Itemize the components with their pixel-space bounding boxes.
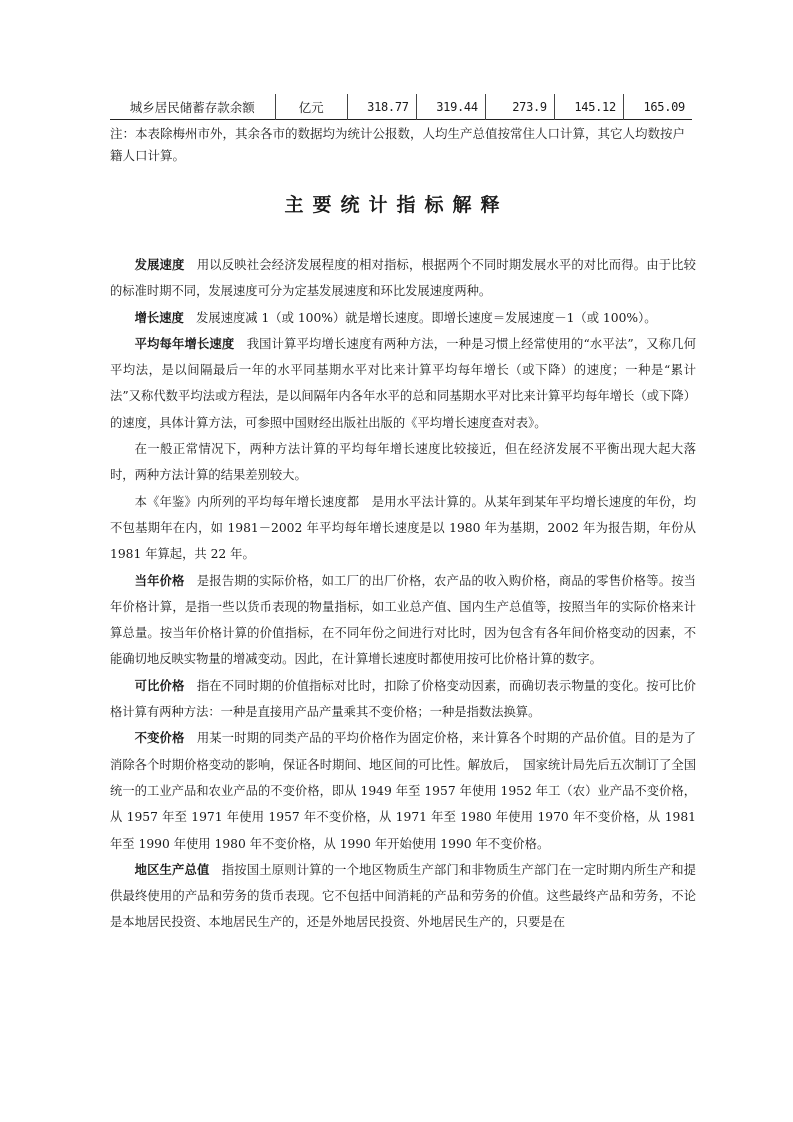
- definition-text: 指按国土原则计算的一个地区物质生产部门和非物质生产部门在一定时期内所生产和提供最终使用的产品和劳务的货币表现。它不包括中间消耗的产品和劳务的价值。这些最终产品和劳务，不论是本地居民投资、本地居民生产的，还是外地居民投资、外地居民生产的，只要是在: [110, 862, 696, 930]
- definition-term: 平均每年增长速度: [134, 336, 235, 351]
- definitions-body: [110, 252, 696, 936]
- definition-paragraph: [110, 489, 696, 568]
- definition-term: 地区生产总值: [134, 862, 210, 877]
- definition-paragraph: [110, 857, 696, 936]
- section-title: 主要统计指标解释: [284, 194, 509, 216]
- table-note: 注：本表除梅州市外，其余各市的数据均为统计公报数，人均生产总值按常住人口计算，其它人均数按户籍人口计算。: [110, 126, 686, 163]
- definition-text: 在一般正常情况下，两种方法计算的平均每年增长速度比较接近，但在经济发展不平衡出现大起大落时，两种方法计算的结果差别较大。: [110, 442, 696, 483]
- statistics-table: [110, 94, 692, 120]
- definition-paragraph: [110, 436, 696, 489]
- row-value: 319.44: [416, 94, 485, 120]
- definition-text: 本《年鉴》内所列的平均每年增长速度都 是用水平法计算的。从某年到某年平均增长速度的年份，均不包基期年在内，如 1981－2002 年平均每年增长速度是以 1980 年为基期，2002 年为报告期，年份从 1981 年算起，共 22 年。: [110, 494, 696, 562]
- definition-text: 是报告期的实际价格，如工厂的出厂价格，农产品的收入购价格，商品的零售价格等。按当年价格计算，是指一些以货币表现的物量指标，如工业总产值、国内生产总值等，按照当年的实际价格来计算总量。按当年价格计算的价值指标，在不同年份之间进行对比时，因为包含有各年间价格变动的因素，不能确切地反映实物量的增减变动。因此，在计算增长速度时都使用按可比价格计算的数字。: [110, 573, 696, 667]
- row-value: 318.77: [347, 94, 416, 120]
- definition-paragraph: [110, 305, 696, 331]
- definition-paragraph: [110, 331, 696, 436]
- definition-term: 发展速度: [134, 258, 185, 272]
- table-row: [110, 94, 692, 120]
- definition-paragraph: [110, 673, 696, 726]
- definition-term: 不变价格: [134, 731, 185, 746]
- row-unit: 亿元: [275, 94, 347, 120]
- definition-term: 增长速度: [134, 310, 184, 325]
- definition-text: 发展速度减 1（或 100%）就是增长速度。即增长速度＝发展速度－1（或 100%）。: [196, 310, 657, 325]
- row-value: 273.9: [485, 94, 554, 120]
- definition-paragraph: [110, 568, 696, 673]
- definition-text: 用某一时期的同类产品的平均价格作为固定价格，来计算各个时期的产品价值。目的是为了消除各个时期价格变动的影响，保证各时期间、地区间的可比性。解放后， 国家统计局先后五次制订了全国统一的工业产品和农业产品的不变价格，即从 1949 年至 1957 年使用 1952 年工（农）业产品不变价格，从 1957 年至 1971 年使用 1957 年不变价格，从 1971 年至 1980 年使用 1970 年不变价格，从 1981 年至 1990 年使用 1980 年不变价格，从 1990 年开始使用 1990 年不变价格。: [110, 731, 696, 851]
- definition-text: 我国计算平均增长速度有两种方法，一种是习惯上经常使用的“水平法”，又称几何平均法，是以间隔最后一年的水平同基期水平对比来计算平均每年增长（或下降）的速度；一种是“累计法”又称代数平均法或方程法，是以间隔年内各年水平的总和同基期水平对比来计算平均每年增长（或下降）的速度，具体计算方法，可参照中国财经出版社出版的《平均增长速度查对表》。: [110, 336, 696, 430]
- definition-paragraph: [110, 252, 696, 305]
- row-value: 145.12: [554, 94, 623, 120]
- definition-term: 当年价格: [134, 573, 185, 588]
- definition-text: 指在不同时期的价值指标对比时，扣除了价格变动因素，而确切表示物量的变化。按可比价格计算有两种方法：一种是直接用产品产量乘其不变价格；一种是指数法换算。: [110, 678, 696, 720]
- row-label: 城乡居民储蓄存款余额: [129, 99, 255, 115]
- definition-term: 可比价格: [134, 678, 185, 693]
- definition-text: 用以反映社会经济发展程度的相对指标，根据两个不同时期发展水平的对比而得。由于比较的标准时期不同，发展速度可分为定基发展速度和环比发展速度两种。: [110, 258, 696, 299]
- row-value: 165.09: [623, 94, 692, 120]
- definition-paragraph: [110, 725, 696, 856]
